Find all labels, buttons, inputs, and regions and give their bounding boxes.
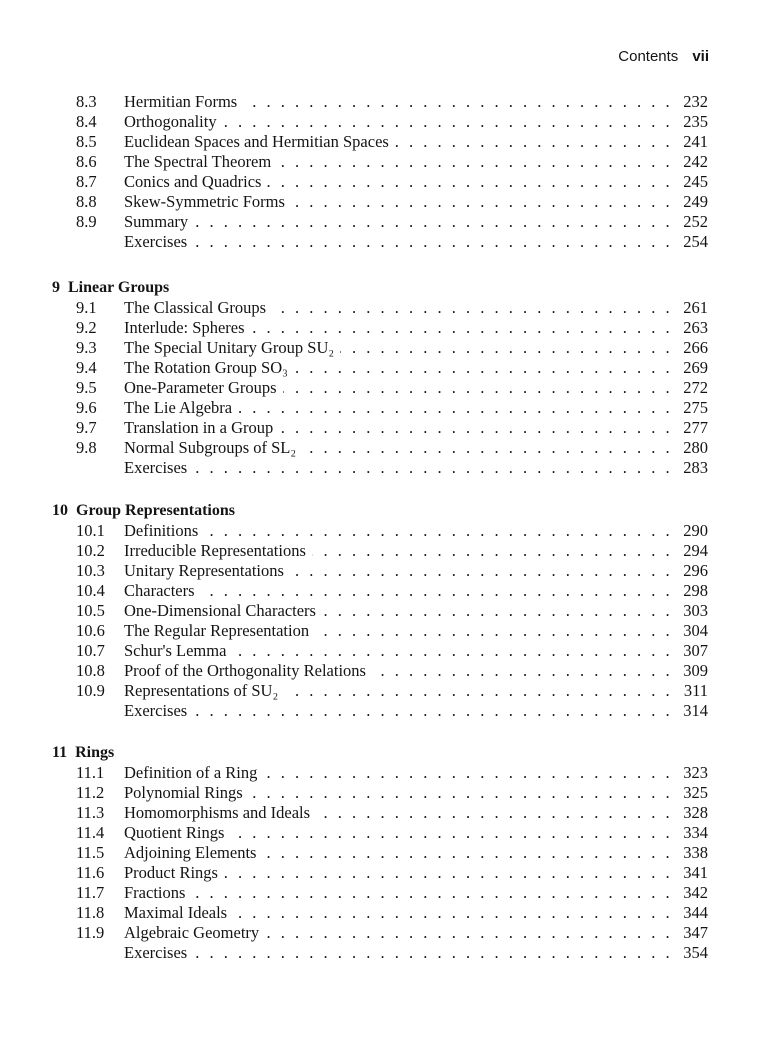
section-page-number: 232: [683, 92, 708, 111]
section-page-number: 261: [683, 298, 708, 317]
dot-leader: [124, 398, 670, 418]
toc-entry[interactable]: [0, 661, 760, 681]
toc-entry[interactable]: [0, 338, 760, 358]
section-title: Euclidean Spaces and Hermitian Spaces: [124, 132, 395, 151]
toc-entry[interactable]: [0, 903, 760, 923]
dot-leader: [124, 923, 670, 943]
dot-leader: [124, 641, 670, 661]
section-page-number: 249: [683, 192, 708, 211]
section-number: 8.7: [76, 172, 97, 191]
toc-entry[interactable]: [0, 92, 760, 112]
toc-entry[interactable]: [0, 152, 760, 172]
section-title: The Lie Algebra: [124, 398, 238, 417]
section-page-number: 341: [683, 863, 708, 882]
page-number: vii: [692, 48, 709, 65]
section-number: 10.2: [76, 541, 105, 560]
section-page-number: 283: [683, 458, 708, 477]
section-number: 11.8: [76, 903, 105, 922]
dot-leader: [124, 943, 670, 963]
dot-leader: [124, 803, 670, 823]
dot-leader: [124, 318, 670, 338]
dot-leader: [124, 232, 670, 252]
section-page-number: 275: [683, 398, 708, 417]
section-page-number: 311: [683, 681, 708, 700]
toc-entry[interactable]: [0, 803, 760, 823]
toc-entry[interactable]: [0, 763, 760, 783]
section-number: 8.5: [76, 132, 97, 151]
toc-entry[interactable]: [0, 943, 760, 963]
section-number: 9.2: [76, 318, 97, 337]
toc-entry[interactable]: [0, 358, 760, 378]
section-title: Characters: [124, 581, 201, 600]
section-title: Adjoining Elements: [124, 843, 262, 862]
section-page-number: 342: [683, 883, 708, 902]
section-number: 11.4: [76, 823, 105, 842]
section-title: Maximal Ideals: [124, 903, 233, 922]
section-title: One-Parameter Groups: [124, 378, 283, 397]
section-page-number: 266: [683, 338, 708, 357]
toc-entry[interactable]: [0, 863, 760, 883]
section-page-number: 344: [683, 903, 708, 922]
toc-entry[interactable]: [0, 378, 760, 398]
dot-leader: [124, 212, 670, 232]
dot-leader: [124, 152, 670, 172]
section-title: The Classical Groups: [124, 298, 272, 317]
dot-leader: [124, 621, 670, 641]
chapter-number: 11: [52, 744, 68, 761]
section-title: Definition of a Ring: [124, 763, 263, 782]
section-page-number: 298: [683, 581, 708, 600]
section-number: 11.2: [76, 783, 105, 802]
section-title: Exercises: [124, 701, 193, 720]
section-title: Translation in a Group: [124, 418, 279, 437]
section-title: Polynomial Rings: [124, 783, 249, 802]
section-page-number: 354: [683, 943, 708, 962]
section-page-number: 263: [683, 318, 708, 337]
running-head: [618, 48, 709, 65]
toc-entry[interactable]: [0, 681, 760, 701]
section-title: The Special Unitary Group SU₂: [124, 338, 340, 357]
section-number: 11.9: [76, 923, 105, 942]
toc-entry[interactable]: [0, 783, 760, 803]
section-title: Exercises: [124, 458, 193, 477]
dot-leader: [124, 561, 670, 581]
toc-entry[interactable]: [0, 641, 760, 661]
dot-leader: [124, 298, 670, 318]
toc-entry[interactable]: [0, 318, 760, 338]
chapter-number: 10: [52, 502, 68, 519]
toc-entry[interactable]: [0, 621, 760, 641]
section-title: Conics and Quadrics: [124, 172, 267, 191]
toc-entry[interactable]: [0, 418, 760, 438]
section-title: The Rotation Group SO₃: [124, 358, 294, 377]
chapter-heading: [52, 278, 169, 298]
toc-entry[interactable]: [0, 541, 760, 561]
section-page-number: 252: [683, 212, 708, 231]
toc-entry[interactable]: [0, 132, 760, 152]
dot-leader: [124, 823, 670, 843]
section-page-number: 309: [683, 661, 708, 680]
running-head-label: Contents: [618, 48, 679, 65]
section-page-number: 290: [683, 521, 708, 540]
section-number: 8.6: [76, 152, 97, 171]
section-number: 8.4: [76, 112, 97, 131]
section-page-number: 269: [683, 358, 708, 377]
toc-entry[interactable]: [0, 843, 760, 863]
section-title: Algebraic Geometry: [124, 923, 265, 942]
section-number: 10.6: [76, 621, 105, 640]
section-title: Quotient Rings: [124, 823, 230, 842]
section-number: 8.8: [76, 192, 97, 211]
section-title: Unitary Representations: [124, 561, 290, 580]
section-number: 11.1: [76, 763, 105, 782]
toc-entry[interactable]: [0, 398, 760, 418]
toc-entry[interactable]: [0, 212, 760, 232]
dot-leader: [124, 763, 670, 783]
toc-entry[interactable]: [0, 112, 760, 132]
section-title: Homomorphisms and Ideals: [124, 803, 316, 822]
section-page-number: 325: [683, 783, 708, 802]
section-page-number: 328: [683, 803, 708, 822]
section-number: 8.3: [76, 92, 97, 111]
section-number: 10.5: [76, 601, 105, 620]
dot-leader: [124, 438, 670, 458]
toc-entry[interactable]: [0, 923, 760, 943]
toc-entry[interactable]: [0, 192, 760, 212]
dot-leader: [124, 541, 670, 561]
section-page-number: 280: [683, 438, 708, 457]
section-number: 9.1: [76, 298, 97, 317]
dot-leader: [124, 903, 670, 923]
section-page-number: 245: [683, 172, 708, 191]
dot-leader: [124, 521, 670, 541]
section-page-number: 314: [683, 701, 708, 720]
toc-entry[interactable]: [0, 823, 760, 843]
section-title: The Spectral Theorem: [124, 152, 277, 171]
section-title: Summary: [124, 212, 194, 231]
dot-leader: [124, 883, 670, 903]
section-number: 9.7: [76, 418, 97, 437]
section-number: 10.1: [76, 521, 105, 540]
section-page-number: 235: [683, 112, 708, 131]
toc-entry[interactable]: [0, 298, 760, 318]
section-page-number: 303: [683, 601, 708, 620]
section-number: 10.3: [76, 561, 105, 580]
chapter-title: Group Representations: [76, 502, 235, 519]
dot-leader: [124, 378, 670, 398]
section-number: 9.3: [76, 338, 97, 357]
section-title: The Regular Representation: [124, 621, 315, 640]
section-page-number: 347: [683, 923, 708, 942]
section-page-number: 241: [683, 132, 708, 151]
dot-leader: [124, 783, 670, 803]
toc-entry[interactable]: [0, 581, 760, 601]
section-title: Fractions: [124, 883, 191, 902]
section-page-number: 296: [683, 561, 708, 580]
dot-leader: [124, 863, 670, 883]
section-page-number: 277: [683, 418, 708, 437]
section-number: 9.5: [76, 378, 97, 397]
chapter-number: 9: [52, 279, 60, 296]
dot-leader: [124, 338, 670, 358]
chapter-title: Linear Groups: [68, 279, 170, 296]
section-number: 10.9: [76, 681, 105, 700]
toc-entry[interactable]: [0, 438, 760, 458]
toc-entry[interactable]: [0, 701, 760, 721]
dot-leader: [124, 701, 670, 721]
section-title: Definitions: [124, 521, 204, 540]
section-title: Interlude: Spheres: [124, 318, 251, 337]
dot-leader: [124, 112, 670, 132]
dot-leader: [124, 581, 670, 601]
section-title: Exercises: [124, 943, 193, 962]
dot-leader: [124, 172, 670, 192]
dot-leader: [124, 661, 670, 681]
section-title: Schur's Lemma: [124, 641, 232, 660]
section-number: 11.6: [76, 863, 105, 882]
section-number: 9.8: [76, 438, 97, 457]
toc-entry[interactable]: [0, 883, 760, 903]
dot-leader: [124, 92, 670, 112]
section-page-number: 254: [683, 232, 708, 251]
section-page-number: 304: [683, 621, 708, 640]
section-title: Skew-Symmetric Forms: [124, 192, 291, 211]
chapter-title: Rings: [75, 744, 115, 761]
section-page-number: 334: [683, 823, 708, 842]
chapter-heading: [52, 501, 235, 521]
section-number: 10.8: [76, 661, 105, 680]
section-title: Normal Subgroups of SL₂: [124, 438, 302, 457]
dot-leader: [124, 192, 670, 212]
dot-leader: [124, 601, 670, 621]
section-page-number: 307: [683, 641, 708, 660]
section-number: 10.4: [76, 581, 105, 600]
dot-leader: [124, 843, 670, 863]
section-page-number: 294: [683, 541, 708, 560]
section-title: Exercises: [124, 232, 193, 251]
chapter-heading: [52, 743, 114, 763]
toc-entry[interactable]: [0, 458, 760, 478]
section-number: 11.7: [76, 883, 105, 902]
section-title: Orthogonality: [124, 112, 223, 131]
section-title: Hermitian Forms: [124, 92, 243, 111]
dot-leader: [124, 358, 670, 378]
toc-entry[interactable]: [0, 521, 760, 541]
dot-leader: [124, 681, 670, 701]
section-title: Irreducible Representations: [124, 541, 312, 560]
section-number: 9.4: [76, 358, 97, 377]
toc-entry[interactable]: [0, 601, 760, 621]
section-number: 9.6: [76, 398, 97, 417]
section-title: Product Rings: [124, 863, 224, 882]
section-title: Proof of the Orthogonality Relations: [124, 661, 372, 680]
section-number: 11.3: [76, 803, 105, 822]
toc-entry[interactable]: [0, 561, 760, 581]
section-title: Representations of SU₂: [124, 681, 284, 700]
section-page-number: 323: [683, 763, 708, 782]
toc-entry[interactable]: [0, 172, 760, 192]
section-page-number: 338: [683, 843, 708, 862]
section-number: 10.7: [76, 641, 105, 660]
section-number: 11.5: [76, 843, 105, 862]
section-title: One-Dimensional Characters: [124, 601, 322, 620]
section-number: 8.9: [76, 212, 97, 231]
dot-leader: [124, 132, 670, 152]
dot-leader: [124, 458, 670, 478]
dot-leader: [124, 418, 670, 438]
section-page-number: 272: [683, 378, 708, 397]
section-page-number: 242: [683, 152, 708, 171]
toc-entry[interactable]: [0, 232, 760, 252]
